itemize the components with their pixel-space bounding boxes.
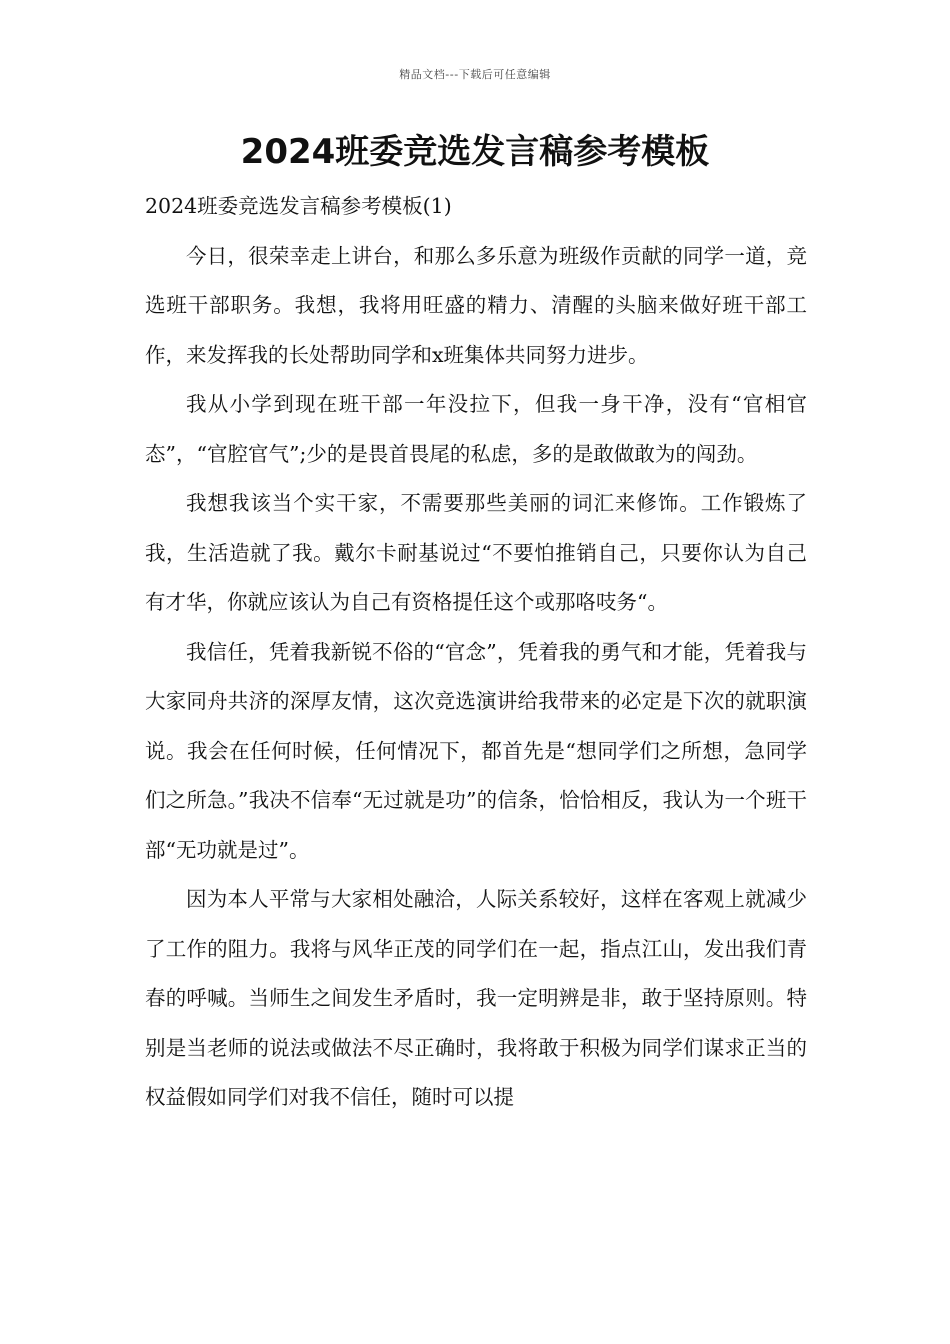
document-body: [145, 182, 807, 1123]
document-title: 2024班委竞选发言稿参考模板: [240, 132, 710, 172]
paragraph-2: 我从小学到现在班干部一年没拉下，但我一身干净，没有“官相官态”，“官腔官气”;少的是畏首畏尾的私虑，多的是敢做敢为的闯劲。: [145, 392, 807, 466]
paragraph-4: 我信任，凭着我新锐不俗的“官念”，凭着我的勇气和才能，凭着我与大家同舟共济的深厚友情，这次竞选演讲给我带来的必定是下次的就职演说。我会在任何时候，任何情况下，都首先是“想同学们之所想，急同学们之所急。”我决不信奉“无过就是功”的信条，恰恰相反，我认为一个班干部“无功就是过”。: [145, 639, 807, 862]
paragraph-3: 我想我该当个实干家，不需要那些美丽的词汇来修饰。工作锻炼了我，生活造就了我。戴尔卡耐基说过“不要怕推销自己，只要你认为自己有才华，你就应该认为自己有资格提任这个或那咯吱务“。: [145, 491, 807, 614]
page-header-note: 精品文档---下载后可任意编辑: [399, 68, 551, 81]
paragraph-5: 因为本人平常与大家相处融洽，人际关系较好，这样在客观上就减少了工作的阻力。我将与风华正茂的同学们在一起，指点江山，发出我们青春的呼喊。当师生之间发生矛盾时，我一定明辨是非，敢于坚持原则。特别是当老师的说法或做法不尽正确时，我将敢于积极为同学们谋求正当的权益假如同学们对我不信任，随时可以提: [145, 887, 807, 1109]
paragraph-1: 今日，很荣幸走上讲台，和那么多乐意为班级作贡献的同学一道，竞选班干部职务。我想，我将用旺盛的精力、清醒的头脑来做好班干部工作，来发挥我的长处帮助同学和x班集体共同努力进步。: [145, 243, 807, 367]
section-subtitle: 2024班委竞选发言稿参考模板(1): [145, 194, 452, 218]
